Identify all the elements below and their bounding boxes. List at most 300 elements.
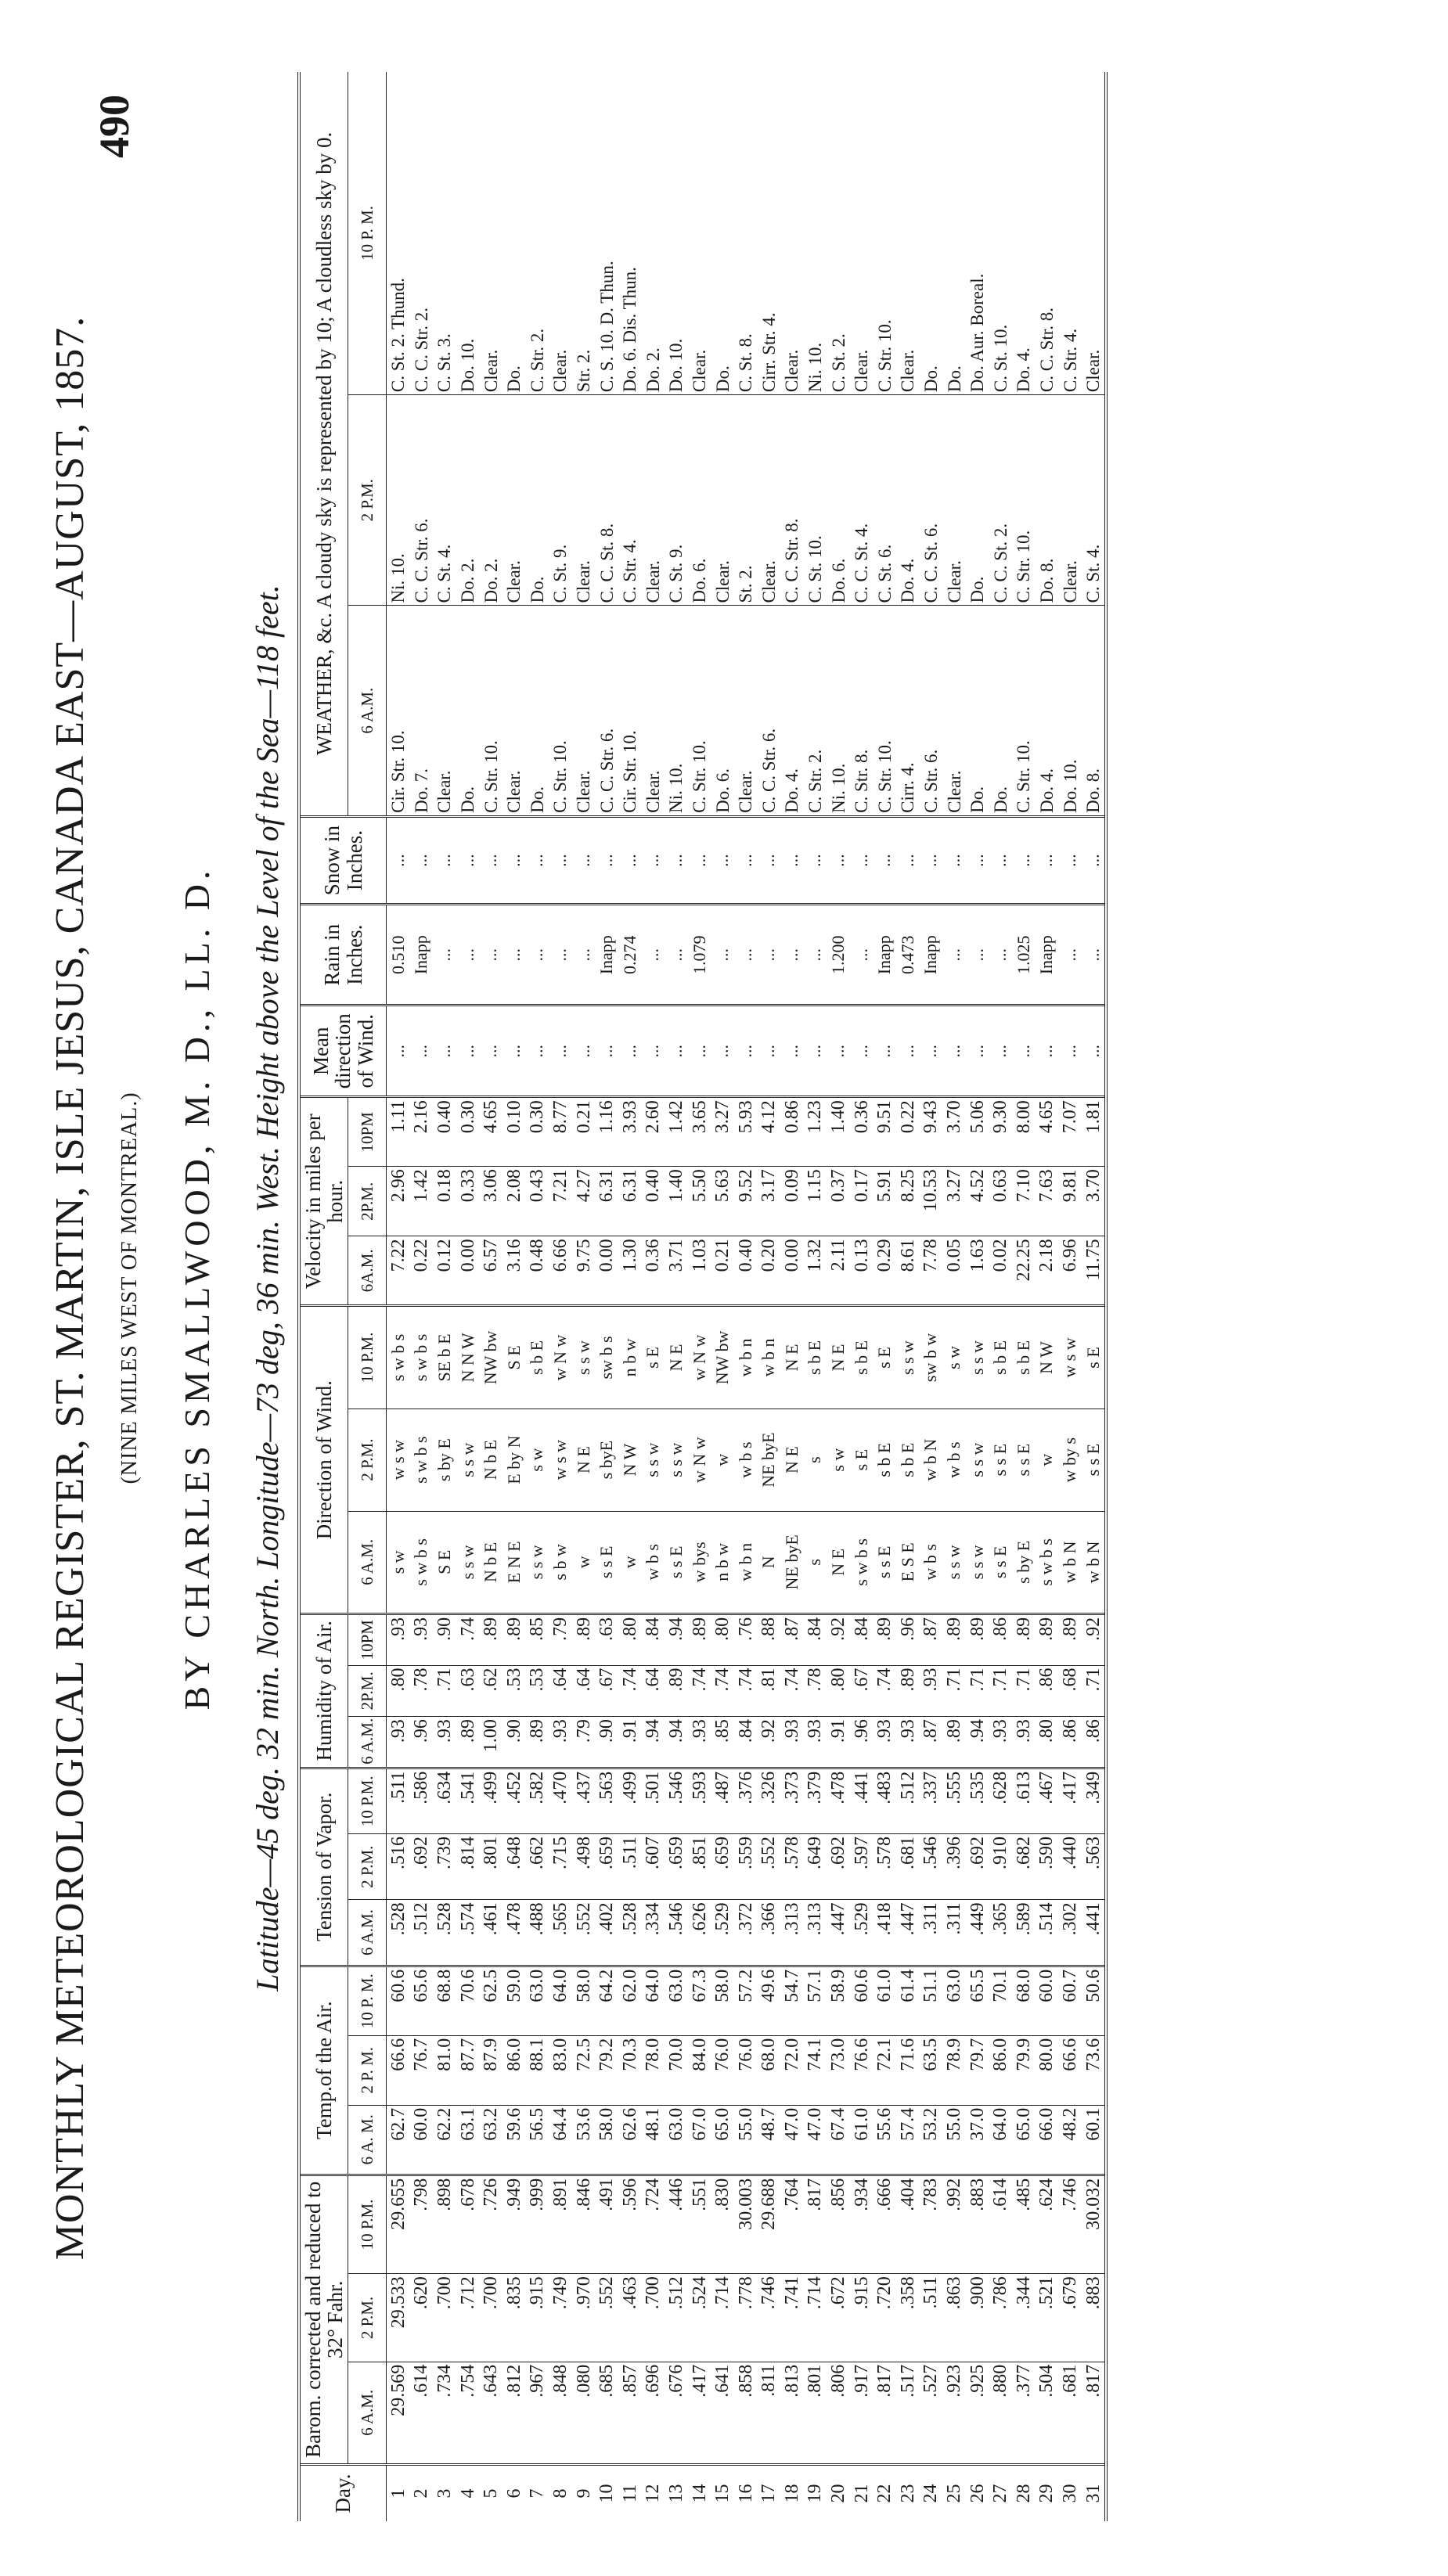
cell-velocity-10pm: 8.77 — [549, 1097, 572, 1167]
subheader-wind-1: 6 A.M. — [348, 1511, 387, 1614]
table-row — [850, 72, 873, 2521]
cell-barom-6am: .813 — [780, 2362, 804, 2464]
cell-temp-6am: 60.0 — [410, 2105, 434, 2175]
cell-wind-2pm: s w — [827, 1409, 850, 1511]
cell-weather-6am: Cir. Str. 10. — [387, 606, 410, 816]
cell-barom-2pm: .915 — [850, 2274, 873, 2362]
cell-humidity-2pm: .67 — [595, 1665, 618, 1717]
cell-barom-10pm: .817 — [804, 2175, 827, 2274]
cell-wind-10pm: w b n — [734, 1306, 758, 1409]
cell-weather-6am: Clear. — [502, 606, 526, 816]
cell-humidity-10pm: .76 — [734, 1614, 758, 1665]
cell-tension-6am: .447 — [896, 1900, 920, 1966]
cell-wind-6am: w bys — [688, 1511, 711, 1614]
cell-tension-6am: .626 — [688, 1900, 711, 1966]
cell-humidity-10pm: .89 — [479, 1614, 502, 1665]
cell-wind-6am: E S E — [896, 1511, 920, 1614]
cell-weather-2pm: C. St. 10. — [804, 395, 827, 606]
cell-weather-6am: Do. 10. — [1058, 606, 1082, 816]
cell-mean-direction: ... — [595, 1006, 618, 1097]
cell-wind-2pm: N E — [572, 1409, 596, 1511]
cell-mean-direction: ... — [433, 1006, 456, 1097]
table-row — [526, 72, 549, 2521]
cell-tension-6am: .402 — [595, 1900, 618, 1966]
cell-day: 9 — [572, 2464, 596, 2521]
cell-weather-6am: C. Str. 2. — [804, 606, 827, 816]
table-row — [618, 72, 642, 2521]
cell-weather-10pm: Do. 2. — [643, 347, 663, 393]
cell-barom-6am: .925 — [966, 2362, 989, 2464]
cell-velocity-2pm: 3.17 — [758, 1167, 781, 1236]
cell-tension-2pm: .692 — [827, 1834, 850, 1900]
cell-barom-6am: .527 — [920, 2362, 943, 2464]
table-row — [873, 72, 896, 2521]
cell-wind-2pm: s w b s — [410, 1409, 434, 1511]
cell-temp-2pm: 72.5 — [572, 2035, 596, 2105]
cell-weather-10pm: C. St. 2. Thund. — [388, 278, 409, 393]
cell-rain: 0.473 — [896, 905, 920, 1006]
cell-temp-10pm: 63.0 — [942, 1966, 966, 2035]
cell-temp-2pm: 86.0 — [502, 2035, 526, 2105]
cell-barom-10pm: .883 — [966, 2175, 989, 2274]
cell-tension-2pm: .590 — [1036, 1834, 1059, 1900]
cell-barom-2pm: .741 — [780, 2274, 804, 2362]
cell-velocity-2pm: 6.31 — [618, 1167, 642, 1236]
cell-tension-6am: .528 — [387, 1900, 410, 1966]
cell-barom-2pm: .720 — [873, 2274, 896, 2362]
cell-weather-6am: Do. 4. — [780, 606, 804, 816]
cell-temp-6am: 55.0 — [942, 2105, 966, 2175]
cell-temp-6am: 63.2 — [479, 2105, 502, 2175]
cell-barom-6am: .754 — [456, 2362, 480, 2464]
cell-barom-10pm: .678 — [456, 2175, 480, 2274]
cell-tension-2pm: .511 — [618, 1834, 642, 1900]
cell-weather-6am: Clear. — [734, 606, 758, 816]
cell-barom-2pm: .672 — [827, 2274, 850, 2362]
cell-temp-10pm: 68.0 — [1012, 1966, 1036, 2035]
cell-temp-2pm: 72.0 — [780, 2035, 804, 2105]
cell-weather-10pm: Clear. — [550, 349, 571, 393]
cell-velocity-6am: 0.13 — [850, 1236, 873, 1306]
cell-temp-10pm: 68.8 — [433, 1966, 456, 2035]
cell-temp-10pm: 58.0 — [711, 1966, 734, 2035]
cell-velocity-10pm: 0.30 — [526, 1097, 549, 1167]
cell-weather-10pm: C. Str. 2. — [527, 328, 547, 393]
cell-wind-10pm: w N w — [688, 1306, 711, 1409]
cell-wind-10pm: s s w — [896, 1306, 920, 1409]
cell-tension-6am: .512 — [410, 1900, 434, 1966]
subheader-tension-1: 6 A.M. — [348, 1900, 387, 1966]
cell-velocity-2pm: 10.53 — [920, 1167, 943, 1236]
cell-temp-6am: 63.1 — [456, 2105, 480, 2175]
cell-temp-10pm: 62.0 — [618, 1966, 642, 2035]
cell-snow: ... — [850, 816, 873, 904]
cell-temp-2pm: 73.0 — [827, 2035, 850, 2105]
cell-wind-6am: s w b s — [1036, 1511, 1059, 1614]
table-row — [942, 72, 966, 2521]
cell-temp-2pm: 88.1 — [526, 2035, 549, 2105]
cell-wind-6am: w b n — [734, 1511, 758, 1614]
cell-velocity-6am: 1.32 — [804, 1236, 827, 1306]
cell-barom-2pm: .883 — [1082, 2274, 1107, 2362]
cell-mean-direction: ... — [642, 1006, 665, 1097]
cell-velocity-6am: 1.30 — [618, 1236, 642, 1306]
subheader-humidity-3: 10PM — [348, 1614, 387, 1665]
cell-temp-2pm: 70.3 — [618, 2035, 642, 2105]
cell-velocity-6am: 0.00 — [595, 1236, 618, 1306]
cell-mean-direction: ... — [665, 1006, 688, 1097]
cell-weather-2pm: C. Str. 10. — [1012, 395, 1036, 606]
cell-humidity-6am: .86 — [1058, 1717, 1082, 1768]
cell-temp-10pm: 70.6 — [456, 1966, 480, 2035]
cell-humidity-2pm: .89 — [896, 1665, 920, 1717]
cell-temp-6am: 67.0 — [688, 2105, 711, 2175]
cell-weather-2pm: C. C. Str. 8. — [780, 395, 804, 606]
cell-weather-6am: Do. 6. — [711, 606, 734, 816]
cell-barom-6am: .641 — [711, 2362, 734, 2464]
cell-wind-2pm: N E — [780, 1409, 804, 1511]
cell-wind-10pm: n b w — [618, 1306, 642, 1409]
cell-tension-6am: .418 — [873, 1900, 896, 1966]
cell-humidity-6am: .94 — [642, 1717, 665, 1768]
cell-wind-10pm: N E — [827, 1306, 850, 1409]
cell-weather-10pm: Clear. — [898, 349, 918, 393]
cell-temp-10pm: 57.2 — [734, 1966, 758, 2035]
cell-velocity-2pm: 0.17 — [850, 1167, 873, 1236]
table-row — [1036, 72, 1059, 2521]
cell-velocity-6am: 0.22 — [410, 1236, 434, 1306]
cell-weather-6am: C. Str. 10. — [688, 606, 711, 816]
cell-wind-2pm: s s w — [966, 1409, 989, 1511]
cell-snow: ... — [1036, 816, 1059, 904]
cell-weather-10pm: C. St. 8. — [736, 333, 756, 393]
cell-velocity-6am: 22.25 — [1012, 1236, 1036, 1306]
cell-tension-10pm: .546 — [665, 1768, 688, 1833]
header-velocity: Velocity in miles per hour. — [299, 1097, 348, 1306]
subheader-row — [348, 72, 387, 2521]
cell-humidity-6am: .93 — [549, 1717, 572, 1768]
cell-snow: ... — [942, 816, 966, 904]
cell-velocity-10pm: 0.22 — [896, 1097, 920, 1167]
cell-humidity-2pm: .53 — [526, 1665, 549, 1717]
cell-wind-2pm: w b N — [920, 1409, 943, 1511]
cell-barom-2pm: .344 — [1012, 2274, 1036, 2362]
cell-rain: 1.200 — [827, 905, 850, 1006]
subheader-humidity-1: 6 A.M. — [348, 1717, 387, 1768]
cell-wind-10pm: N E — [665, 1306, 688, 1409]
cell-temp-2pm: 71.6 — [896, 2035, 920, 2105]
cell-velocity-6am: 0.36 — [642, 1236, 665, 1306]
cell-humidity-2pm: .63 — [456, 1665, 480, 1717]
cell-velocity-10pm: 4.12 — [758, 1097, 781, 1167]
cell-weather-10pm: C. S. 10. D. Thun. — [596, 261, 617, 393]
cell-temp-10pm: 61.0 — [873, 1966, 896, 2035]
cell-temp-2pm: 83.0 — [549, 2035, 572, 2105]
cell-wind-2pm: s s E — [1012, 1409, 1036, 1511]
cell-wind-2pm: s by E — [433, 1409, 456, 1511]
cell-tension-2pm: .659 — [711, 1834, 734, 1900]
cell-wind-10pm: s b E — [989, 1306, 1012, 1409]
cell-mean-direction: ... — [873, 1006, 896, 1097]
table-row — [1082, 72, 1107, 2521]
cell-humidity-10pm: .84 — [642, 1614, 665, 1665]
cell-weather-10pm: C. C. Str. 2. — [411, 308, 431, 393]
table-row — [989, 72, 1012, 2521]
cell-barom-2pm: .463 — [618, 2274, 642, 2362]
cell-wind-6am: s b w — [549, 1511, 572, 1614]
cell-humidity-2pm: .80 — [387, 1665, 410, 1717]
cell-wind-6am: s w b s — [410, 1511, 434, 1614]
cell-weather-6am: C. Str. 8. — [850, 606, 873, 816]
cell-tension-2pm: .559 — [734, 1834, 758, 1900]
cell-humidity-6am: .91 — [618, 1717, 642, 1768]
table-row — [734, 72, 758, 2521]
cell-velocity-10pm: 7.07 — [1058, 1097, 1082, 1167]
cell-tension-6am: .366 — [758, 1900, 781, 1966]
cell-temp-6am: 53.6 — [572, 2105, 596, 2175]
cell-barom-2pm: 29.533 — [387, 2274, 410, 2362]
cell-humidity-2pm: .53 — [502, 1665, 526, 1717]
cell-tension-10pm: .349 — [1082, 1768, 1107, 1833]
cell-barom-10pm: .446 — [665, 2175, 688, 2274]
cell-weather-2pm: Do. 2. — [479, 395, 502, 606]
table-row — [665, 72, 688, 2521]
subheader-barometer-2: 2 P.M. — [348, 2274, 387, 2362]
cell-humidity-2pm: .71 — [1012, 1665, 1036, 1717]
cell-day: 11 — [618, 2464, 642, 2521]
cell-snow: ... — [780, 816, 804, 904]
cell-tension-2pm: .648 — [502, 1834, 526, 1900]
cell-barom-2pm: .700 — [479, 2274, 502, 2362]
cell-humidity-6am: .93 — [873, 1717, 896, 1768]
cell-wind-6am: s s w — [966, 1511, 989, 1614]
cell-velocity-10pm: 9.43 — [920, 1097, 943, 1167]
cell-velocity-10pm: 0.10 — [502, 1097, 526, 1167]
cell-tension-2pm: .578 — [780, 1834, 804, 1900]
cell-snow: ... — [920, 816, 943, 904]
cell-weather-2pm: Do. — [966, 395, 989, 606]
cell-barom-2pm: .524 — [688, 2274, 711, 2362]
cell-temp-6am: 62.2 — [433, 2105, 456, 2175]
cell-mean-direction: ... — [1058, 1006, 1082, 1097]
cell-weather-6am: Clear. — [642, 606, 665, 816]
cell-weather-2pm: C. St. 9. — [549, 395, 572, 606]
cell-temp-2pm: 72.1 — [873, 2035, 896, 2105]
cell-temp-10pm: 63.0 — [665, 1966, 688, 2035]
cell-temp-6am: 66.0 — [1036, 2105, 1059, 2175]
cell-wind-2pm: s s E — [989, 1409, 1012, 1511]
cell-velocity-2pm: 8.25 — [896, 1167, 920, 1236]
cell-tension-10pm: .437 — [572, 1768, 596, 1833]
cell-temp-2pm: 79.9 — [1012, 2035, 1036, 2105]
cell-day: 17 — [758, 2464, 781, 2521]
cell-weather-6am: C. Str. 10. — [549, 606, 572, 816]
cell-barom-10pm: 30.003 — [734, 2175, 758, 2274]
cell-barom-2pm: .863 — [942, 2274, 966, 2362]
cell-tension-10pm: .613 — [1012, 1768, 1036, 1833]
cell-tension-2pm: .814 — [456, 1834, 480, 1900]
cell-velocity-2pm: 1.40 — [665, 1167, 688, 1236]
cell-day: 7 — [526, 2464, 549, 2521]
cell-humidity-10pm: .79 — [549, 1614, 572, 1665]
table-row — [479, 72, 502, 2521]
cell-rain: ... — [665, 905, 688, 1006]
register-subtitle: (NINE MILES WEST OF MONTREAL.) — [117, 1092, 142, 1484]
cell-weather-6am: Cirr. 4. — [896, 606, 920, 816]
cell-weather-10pm: Do. — [944, 365, 964, 393]
subheader-wind-2: 2 P.M. — [348, 1409, 387, 1511]
cell-weather-6am: Do. — [456, 606, 480, 816]
cell-wind-2pm: s b E — [896, 1409, 920, 1511]
cell-day: 22 — [873, 2464, 896, 2521]
cell-humidity-2pm: .71 — [966, 1665, 989, 1717]
cell-mean-direction: ... — [1082, 1006, 1107, 1097]
cell-weather-6am: Do. 8. — [1082, 606, 1107, 816]
cell-weather-10pm: Clear. — [690, 349, 710, 393]
cell-humidity-2pm: .74 — [873, 1665, 896, 1717]
subheader-temperature-1: 6 A. M. — [348, 2105, 387, 2175]
cell-tension-6am: .311 — [942, 1900, 966, 1966]
cell-day: 1 — [387, 2464, 410, 2521]
cell-temp-6am: 55.0 — [734, 2105, 758, 2175]
cell-wind-2pm: w b s — [942, 1409, 966, 1511]
cell-snow: ... — [873, 816, 896, 904]
cell-barom-6am: 29.569 — [387, 2362, 410, 2464]
cell-barom-6am: .880 — [989, 2362, 1012, 2464]
cell-velocity-6am: 9.75 — [572, 1236, 596, 1306]
cell-temp-6am: 47.0 — [804, 2105, 827, 2175]
cell-barom-2pm: .512 — [665, 2274, 688, 2362]
cell-weather-6am: C. Str. 6. — [920, 606, 943, 816]
cell-velocity-2pm: 0.43 — [526, 1167, 549, 1236]
table-row — [827, 72, 850, 2521]
cell-barom-6am: .812 — [502, 2362, 526, 2464]
cell-velocity-10pm: 3.93 — [618, 1097, 642, 1167]
cell-tension-10pm: .379 — [804, 1768, 827, 1833]
cell-humidity-2pm: .89 — [665, 1665, 688, 1717]
cell-temp-2pm: 87.9 — [479, 2035, 502, 2105]
cell-wind-6am: s s w — [456, 1511, 480, 1614]
cell-humidity-10pm: .90 — [433, 1614, 456, 1665]
subheader-tension-2: 2 P.M. — [348, 1834, 387, 1900]
cell-humidity-2pm: .71 — [989, 1665, 1012, 1717]
cell-barom-10pm: .624 — [1036, 2175, 1059, 2274]
cell-weather-2pm: C. C. St. 4. — [850, 395, 873, 606]
cell-mean-direction: ... — [618, 1006, 642, 1097]
cell-tension-10pm: .441 — [850, 1768, 873, 1833]
cell-barom-2pm: .552 — [595, 2274, 618, 2362]
cell-velocity-2pm: 1.42 — [410, 1167, 434, 1236]
cell-barom-2pm: .712 — [456, 2274, 480, 2362]
cell-velocity-6am: 0.20 — [758, 1236, 781, 1306]
cell-wind-10pm: sw b s — [595, 1306, 618, 1409]
cell-velocity-6am: 1.03 — [688, 1236, 711, 1306]
cell-velocity-6am: 3.71 — [665, 1236, 688, 1306]
cell-humidity-10pm: .85 — [526, 1614, 549, 1665]
cell-temp-6am: 62.7 — [387, 2105, 410, 2175]
cell-barom-10pm: .746 — [1058, 2175, 1082, 2274]
cell-rain: Inapp — [595, 905, 618, 1006]
cell-mean-direction: ... — [804, 1006, 827, 1097]
cell-wind-2pm: E by N — [502, 1409, 526, 1511]
cell-humidity-2pm: .71 — [1082, 1665, 1107, 1717]
cell-temp-6am: 53.2 — [920, 2105, 943, 2175]
cell-velocity-2pm: 9.81 — [1058, 1167, 1082, 1236]
cell-wind-6am: s s E — [873, 1511, 896, 1614]
cell-barom-10pm: .724 — [642, 2175, 665, 2274]
cell-mean-direction: ... — [989, 1006, 1012, 1097]
cell-tension-10pm: .634 — [433, 1768, 456, 1833]
cell-tension-2pm: .681 — [896, 1834, 920, 1900]
cell-wind-2pm: w — [1036, 1409, 1059, 1511]
cell-temp-10pm: 62.5 — [479, 1966, 502, 2035]
cell-barom-6am: .817 — [1082, 2362, 1107, 2464]
cell-barom-2pm: .915 — [526, 2274, 549, 2362]
cell-weather-6am: C. Str. 10. — [1012, 606, 1036, 816]
cell-humidity-2pm: .86 — [1036, 1665, 1059, 1717]
cell-mean-direction: ... — [502, 1006, 526, 1097]
cell-velocity-2pm: 0.63 — [989, 1167, 1012, 1236]
cell-day: 6 — [502, 2464, 526, 2521]
cell-barom-6am: .080 — [572, 2362, 596, 2464]
cell-humidity-6am: 1.00 — [479, 1717, 502, 1768]
cell-humidity-10pm: .89 — [1012, 1614, 1036, 1665]
cell-weather-2pm: C. C. Str. 6. — [410, 395, 434, 606]
cell-snow: ... — [896, 816, 920, 904]
cell-weather-10pm: Do. — [920, 365, 941, 393]
cell-snow: ... — [479, 816, 502, 904]
cell-weather-6am: C. C. Str. 6. — [595, 606, 618, 816]
cell-barom-10pm: .830 — [711, 2175, 734, 2274]
table-row — [896, 72, 920, 2521]
cell-barom-10pm: .949 — [502, 2175, 526, 2274]
cell-tension-2pm: .659 — [595, 1834, 618, 1900]
cell-humidity-10pm: .89 — [942, 1614, 966, 1665]
cell-snow: ... — [549, 816, 572, 904]
cell-temp-6am: 62.6 — [618, 2105, 642, 2175]
cell-tension-6am: .589 — [1012, 1900, 1036, 1966]
cell-humidity-2pm: .71 — [942, 1665, 966, 1717]
cell-day: 13 — [665, 2464, 688, 2521]
cell-tension-2pm: .516 — [387, 1834, 410, 1900]
cell-velocity-2pm: 0.09 — [780, 1167, 804, 1236]
subheader-tension-3: 10 P.M. — [348, 1768, 387, 1833]
cell-tension-2pm: .563 — [1082, 1834, 1107, 1900]
cell-temp-6am: 61.0 — [850, 2105, 873, 2175]
cell-temp-2pm: 86.0 — [989, 2035, 1012, 2105]
cell-barom-10pm: .666 — [873, 2175, 896, 2274]
cell-wind-6am: w b s — [642, 1511, 665, 1614]
cell-humidity-6am: .79 — [572, 1717, 596, 1768]
cell-wind-2pm: w s w — [549, 1409, 572, 1511]
cell-tension-6am: .449 — [966, 1900, 989, 1966]
cell-barom-10pm: .891 — [549, 2175, 572, 2274]
cell-temp-2pm: 74.1 — [804, 2035, 827, 2105]
cell-velocity-6am: 6.66 — [549, 1236, 572, 1306]
cell-snow: ... — [618, 816, 642, 904]
cell-velocity-6am: 11.75 — [1082, 1236, 1107, 1306]
cell-wind-6am: w b N — [1058, 1511, 1082, 1614]
cell-wind-6am: S E — [433, 1511, 456, 1614]
cell-velocity-2pm: 1.15 — [804, 1167, 827, 1236]
cell-tension-2pm: .498 — [572, 1834, 596, 1900]
cell-humidity-6am: .92 — [758, 1717, 781, 1768]
cell-snow: ... — [966, 816, 989, 904]
cell-temp-10pm: 63.0 — [526, 1966, 549, 2035]
cell-humidity-2pm: .93 — [920, 1665, 943, 1717]
cell-temp-2pm: 76.6 — [850, 2035, 873, 2105]
table-row — [1058, 72, 1082, 2521]
